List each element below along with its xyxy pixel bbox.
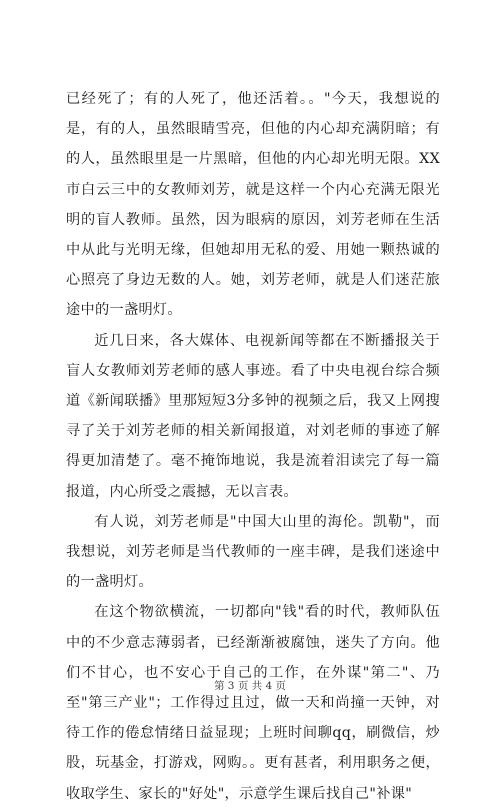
paragraph-1: 已经死了；有的人死了，他还活着。。"今天，我想说的是，有的人，虽然眼睛雪亮，但他的内心却充满阴暗；有的人，虽然眼里是一片黑暗，但他的内心却光明无限。XX市白云三中的女教师刘芳，就是这样一个内心充满无限光明的盲人教师。虽然，因为眼病的原因，刘芳老师在生活中从此与光明无缘，但她却用无私的爱、用她一颗热诚的心照亮了身边无数的人。她，刘芳老师，就是人们迷茫旅途中的一盏明灯。 (66, 91, 440, 319)
paragraph-2: 近几日来，各大媒体、电视新闻等都在不断播报关于盲人女教师刘芳老师的感人事迹。看了中央电视台综合频道《新闻联播》里那短短3分多钟的视频之后，我又上网搜寻了关于刘芳老师的相关新闻报道，对刘老师的事迹了解得更加清楚了。毫不掩饰地说，我是流着泪读完了每一篇报道，内心所受之震撼，无以言表。 (66, 332, 440, 500)
paragraph-3: 有人说，刘芳老师是"中国大山里的海伦。凯勒"，而我想说，刘芳老师是当代教师的一座丰碑，是我们迷途中的一盏明灯。 (66, 513, 440, 591)
document-body (66, 84, 440, 809)
page-number-footer: 第 3 页 共 4 页 (213, 680, 287, 692)
paragraph-4: 在这个物欲横流，一切都向"钱"看的时代，教师队伍中的不少意志薄弱者，已经渐渐被腐蚀，迷失了方向。他们不甘心，也不安心于自己的工作，在外谋"第二"、乃至"第三产业"；工作得过且过，做一天和尚撞一天钟，对待工作的倦怠情绪日益显现；上班时间聊qq，刷微信，炒股，玩基金，打游戏，网购。。更有甚者，利用职务之便，收取学生、家长的"好处"，示意学生课后找自己"补课" (66, 604, 440, 802)
